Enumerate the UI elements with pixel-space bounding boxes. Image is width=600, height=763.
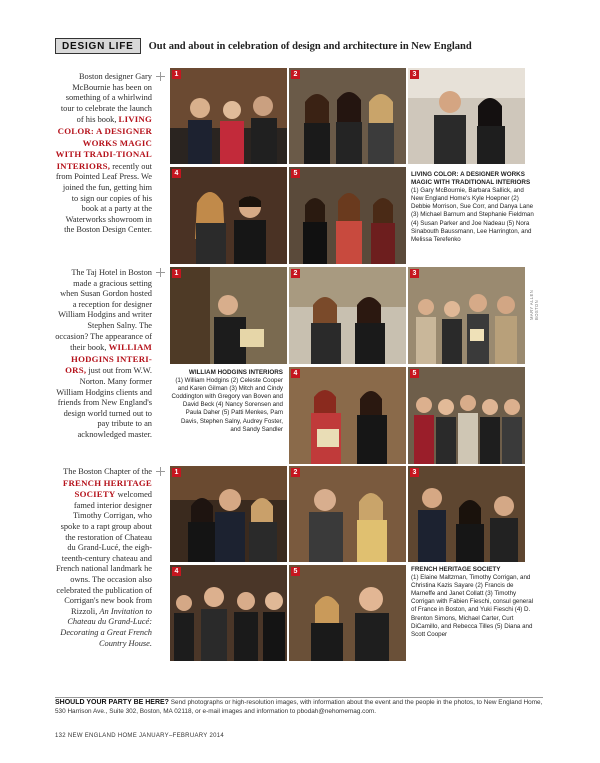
photo-french-heritage-4: [170, 565, 287, 661]
photo-french-heritage-3: [408, 466, 525, 562]
submission-note: [55, 699, 545, 716]
story-book-title: An Invitation to Chateau du Grand-Lucé: Decorating a Great French Country House.: [60, 606, 152, 648]
photo-credit: MARY ALLEN BOSTON: [529, 289, 539, 320]
story-text: just out from W.W. Norton. Many former William Hodgins clients and friends from New England's design world turned out to pay tribute to an acknowledged master.: [56, 366, 152, 439]
story-text: Boston designer Gary McBournie has been on something of a whirlwind tour to celebrate the launch of his book,: [60, 72, 152, 125]
story-hodgins: [55, 268, 152, 441]
photo-living-color-3: [408, 68, 525, 164]
photo-number-badge: 4: [172, 567, 181, 576]
story-text: The Taj Hotel in Boston made a gracious setting when Susan Gordon hosted a reception for designer William Hodgins and writer Stephen Salny. The occasion? The appearance of their book,: [55, 268, 152, 353]
photo-number-badge: 4: [291, 369, 300, 378]
photo-number-badge: 5: [291, 567, 300, 576]
photo-living-color-5: [289, 167, 406, 264]
caption-title: FRENCH HERITAGE SOCIETY: [411, 566, 501, 573]
photo-number-badge: 5: [410, 369, 419, 378]
caption-title: WILLIAM HODGINS INTERIORS: [188, 369, 283, 376]
caption-title: LIVING COLOR: A DESIGNER WORKS MAGIC WITH TRADITIONAL INTERIORS: [411, 171, 531, 187]
photo-living-color-4: [170, 167, 287, 264]
photo-french-heritage-1: [170, 466, 287, 562]
photo-number-badge: 1: [172, 468, 181, 477]
section-title: Out and about in celebration of design and architecture in New England: [148, 40, 472, 52]
story-living-color: [55, 72, 152, 236]
photo-number-badge: 2: [291, 269, 300, 278]
photo-number-badge: 2: [291, 468, 300, 477]
photo-hodgins-1: [170, 267, 287, 364]
photo-number-badge: 1: [172, 70, 181, 79]
caption-french-heritage: [411, 566, 539, 639]
photo-hodgins-3: [408, 267, 525, 364]
photo-hodgins-2: [289, 267, 406, 364]
story-organization: FRENCH HERITAGE SOCIETY: [62, 477, 152, 500]
story-text: welcomed famed interior designer Timothy Corrigan, who spoke to a rapt group about the restoration of Chateau du Grand-Lucé, the eigh-teenth-century chateau and French national landmark he owns. The occasion also celebrated the publication of Corrigan's new book from Rizzoli,: [55, 490, 152, 616]
section-header: [55, 38, 472, 54]
photo-french-heritage-5: [289, 565, 406, 661]
caption-body: (1) Elaine Maltzman, Timothy Corrigan, and Christina Kazis Sayare (2) Francis de Marneffe and Janet Collatt (3) Timothy Corrigan with Fabien Fieschi, consul general of France in Boston, and Yuki Fieschi (4) D. Brenton Simons, Michael Carter, Curt DiCamillo, and Rebecca Tilles (5) Diana and Scott Cooper: [411, 574, 534, 638]
photo-number-badge: 5: [291, 169, 300, 178]
plus-icon: [156, 268, 165, 277]
story-text: recently out from Pointed Leaf Press. We joined the fun, getting him to sign our copies of his book at a party at the Waterworks showroom in the Boston Design Center.: [55, 161, 152, 235]
photo-number-badge: 1: [172, 269, 181, 278]
photo-living-color-2: [289, 68, 406, 164]
page-folio: 132 NEW ENGLAND HOME JANUARY–FEBRUARY 2014: [55, 733, 224, 739]
submission-text: Send photographs or high-resolution images, with information about the event and the people in the photos, to New England Home, 530 Harrison Ave., Suite 302, Boston, MA 02118, or e-mail images and information to pbodah@nehomemag.com.: [55, 699, 543, 715]
story-french-heritage: [55, 467, 152, 649]
photo-number-badge: 3: [410, 269, 419, 278]
photo-french-heritage-2: [289, 466, 406, 562]
caption-body: (1) William Hodgins (2) Celeste Cooper and Karen Gilman (3) Mitch and Cindy Coddington with Gregory van Boven and David Beck (4) Nancy Sorensen and Paula Daher (5) Patti Menkes, Pam Davis, Stephen Salny, Audrey Foster, and Sandy Sandler: [171, 377, 283, 433]
section-tag: DESIGN LIFE: [55, 38, 141, 54]
photo-number-badge: 4: [172, 169, 181, 178]
photo-hodgins-4: [289, 367, 406, 464]
footer-divider: [55, 697, 543, 698]
caption-living-color: [411, 171, 536, 244]
caption-hodgins: [170, 369, 283, 434]
story-text: The Boston Chapter of the: [63, 467, 152, 476]
submission-lead: SHOULD YOUR PARTY BE HERE?: [55, 699, 169, 706]
photo-number-badge: 3: [410, 70, 419, 79]
plus-icon: [156, 467, 165, 476]
story-book-title: LIVING COLOR: A DESIGNER WORKS MAGIC WITH TRADI-TIONAL INTERIORS,: [55, 114, 152, 171]
photo-hodgins-5: [408, 367, 525, 464]
photo-living-color-1: [170, 68, 287, 164]
caption-body: (1) Gary McBournie, Barbara Sallick, and New England Home's Kyle Hoepner (2) Debbie Morrison, Sue Corr, and Danya Lane (3) Michael Barnum and Stephanie Fieldman (4) Susan Parker and Joe Nadeau (5) Nora Sinabouth Baussmann, Lee Harrington, and Melissa Terefenko: [411, 187, 534, 243]
story-book-title: WILLIAM HODGINS INTERI-ORS,: [65, 342, 152, 376]
plus-icon: [156, 72, 165, 81]
photo-number-badge: 3: [410, 468, 419, 477]
photo-number-badge: 2: [291, 70, 300, 79]
